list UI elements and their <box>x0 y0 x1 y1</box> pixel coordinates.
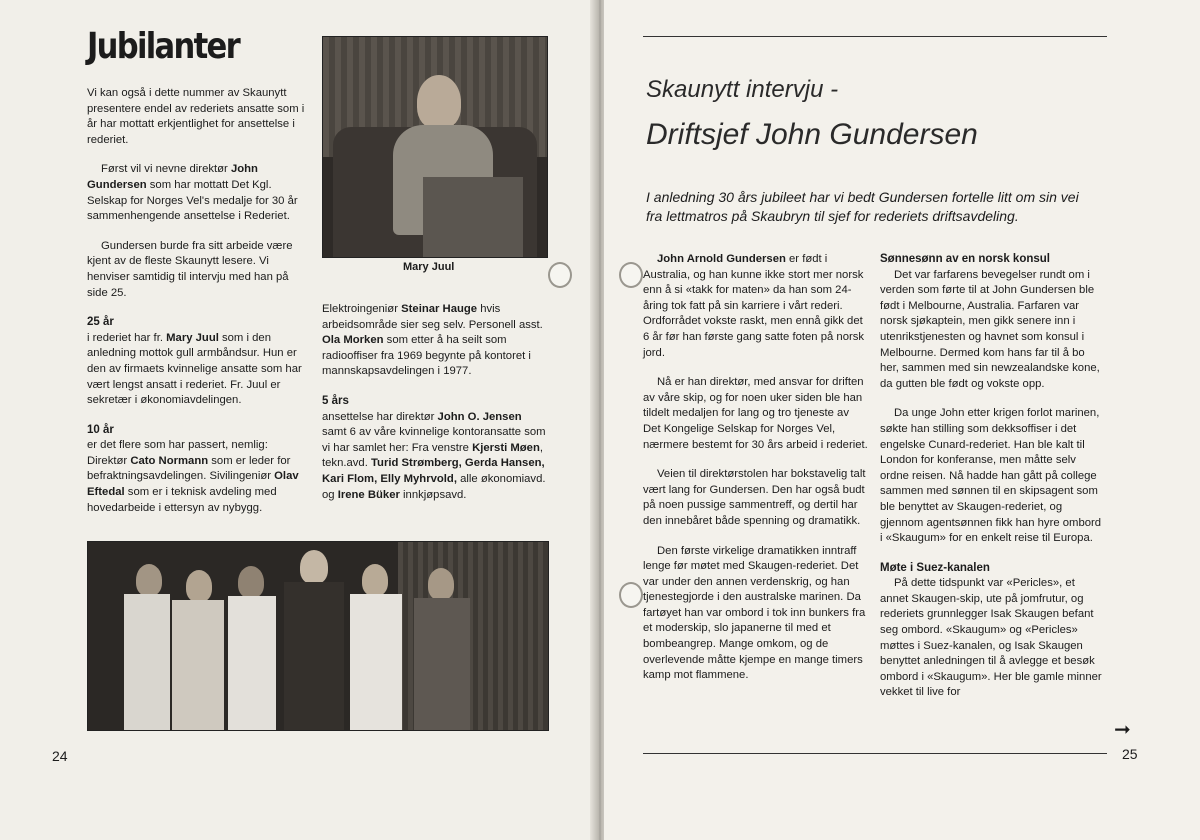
article-paragraph: Den første virkelige dramatikken inntraff lenge før møtet med Skaugen-rederiet. Det var under den annen verdenskrig, og han tjenestegjorde i den australske marinen. Da fartøyet han var ombord i tok inn bunkers fra et moderskip, slo japanerne til med et bombeangrep. Mange omkom, og de overlevende måtte kjempe en mange timers kamp mot flammene. <box>643 544 866 682</box>
photo-figure <box>284 582 344 730</box>
page-number-right: 25 <box>1122 746 1138 762</box>
text-span: Elektroingeniør <box>322 303 402 315</box>
text-span: er født i Australia, og han kunne ikke stort mer norsk enn å si «takk for maten» da han som 24-åring tok fatt på sin karriere i vårt rederi. Ordforrådet vokste raskt, men ennå gikk det 6 år før han første gang satte foten på norsk jord. <box>643 253 865 359</box>
interview-kicker: Skaunytt intervju - <box>646 76 839 103</box>
section-10-paragraph <box>87 438 307 516</box>
text-span: som er leder for befraktningsavdelingen. Sivilingeniør <box>87 454 291 483</box>
article-paragraph: På dette tidspunkt var «Pericles», et annet Skaugen-skip, ute på jomfrutur, og rederiets grunnlegger Isak Skaugen befant seg ombord. «Skaugum» og «Pericles» møttes i Suez-kanalen, og Isak Skaugen benyttet anledningen til å avlegge et besøk ombord i «Skaugum». Her ble gamle minner vekket til live for <box>880 577 1102 699</box>
text-span: alle økonomiavd. og <box>322 472 546 501</box>
text-span: samt 6 av våre kvinnelige kontoransatte som vi har samlet her: Fra venstre <box>322 426 546 454</box>
text-span: i rederiet har fr. <box>87 331 167 344</box>
photo-head <box>186 570 212 602</box>
subheading-suez: Møte i Suez-kanalen <box>880 561 990 574</box>
text-span: er det flere som har passert, nemlig: Direktør <box>87 439 268 467</box>
gundersen-paragraph <box>87 162 307 224</box>
left-column-1 <box>87 86 307 530</box>
text-span: ansettelse har direktør <box>322 410 438 423</box>
text-span: hvis arbeidsområde sier seg selv. Personell asst. <box>322 303 543 331</box>
left-column-2 <box>322 302 548 517</box>
mary-juul-photo <box>322 36 548 258</box>
text-span: som er i teknisk avdeling med hovedarbeide i ettersyn av nybygg. <box>87 486 277 514</box>
photo-figure <box>124 594 170 730</box>
article-lead: I anledning 30 års jubileet har vi bedt Gundersen fortelle litt om sin vei fra lettmatros på Skaubryn til sjef for rederiets driftsavdeling. <box>646 189 1079 224</box>
article-paragraph: Da unge John etter krigen forlot marinen, søkte han stilling som dekksoffiser i det engelske Cunard-rederiet. Han ble kalt til London for konferanse, men måtte selv ordne reisen. Nå hadde han gått på college sammen med sønnen til en skipsagent som ble benyttet av Skaugen-rederiet, og gjennom agentsønnen fikk han hyre ombord i «Skaugum» for en enkelt reise til Europa. <box>880 407 1102 545</box>
bottom-rule <box>643 753 1107 754</box>
text-span: som i den anledning mottok gull armbåndsur. Hun er den av firmaets kvinnelige ansatte som har vært lengst ansatt i rederiet. Fr. Juul er sekretær i økonomiavdelingen. <box>87 331 302 407</box>
right-column-2 <box>880 252 1106 715</box>
photo-caption: Mary Juul <box>403 261 455 273</box>
left-page <box>0 0 596 840</box>
section-heading-25: 25 år <box>87 316 114 329</box>
photo-head <box>417 75 461 129</box>
group-photo <box>87 541 549 731</box>
article-paragraph: Det var farfarens bevegelser rundt om i verden som førte til at John Gundersen ble født i Melbourne, Australia. Farfaren var norsk sjøkaptein, men gikk senere inn i utenrikstjenesten og havnet som konsul i Melbourne. Dermed kom hans far til å bo her, sammen med sin newzealandske kone, da gutten ble født og vokste opp. <box>880 268 1100 390</box>
name-steinar-hauge: Steinar Hauge <box>401 303 478 315</box>
intro-paragraph: Vi kan også i dette nummer av Skaunytt presentere endel av rederiets ansatte som i år har mottatt erkjentlighet for ansettelse i rederiet. <box>87 87 305 146</box>
text-span: , tekn.avd. <box>322 441 543 470</box>
name-john-jensen: John O. Jensen <box>437 410 522 423</box>
section-25-paragraph <box>87 331 307 409</box>
article-paragraph: Nå er han direktør, med ansvar for driften av våre skip, og for noen uker siden ble han tildelt medaljen for lang og tro tjeneste av Det Kongelige Selskap for Norges Vel, nærmere bestemt for 30 års arbeid i rederiet. <box>643 376 868 451</box>
photo-figure <box>172 600 224 730</box>
photo-figure <box>350 594 402 730</box>
binder-hole <box>548 262 572 288</box>
photo-figure <box>228 596 276 730</box>
name-kjersti-moen: Kjersti Møen <box>472 441 540 454</box>
right-column-1 <box>643 252 868 698</box>
name-gundersen: John Gundersen <box>87 163 258 191</box>
photo-head <box>362 564 388 596</box>
text-span: Først vil vi nevne direktør <box>101 163 231 176</box>
name-irene-buker: Irene Büker <box>337 488 400 501</box>
section-5-paragraph <box>322 410 548 504</box>
photo-head <box>300 550 328 584</box>
name-olav-eftedal: Olav Eftedal <box>87 470 299 499</box>
reference-paragraph: Gundersen burde fra sitt arbeide være kjent av de fleste Skaunytt lesere. Vi henviser samtidig til intervju med han på side 25. <box>87 239 293 299</box>
text-span: som etter å ha seilt som radiooffiser fra 1969 begynte på kontoret i mannskapsavdelingen i 1977. <box>322 334 531 378</box>
photo-head <box>238 566 264 598</box>
name-mary-juul: Mary Juul <box>166 331 219 344</box>
article-title: Driftsjef John Gundersen <box>646 118 978 151</box>
name-ola-morken: Ola Morken <box>322 334 384 347</box>
continue-arrow-icon: ➞ <box>1114 719 1131 741</box>
photo-head <box>136 564 162 596</box>
section-heading-5: 5 års <box>322 394 349 407</box>
section-heading-10: 10 år <box>87 423 114 436</box>
binder-hole <box>619 582 643 608</box>
text-span: innkjøpsavd. <box>399 488 467 501</box>
binder-hole <box>619 262 643 288</box>
photo-figure <box>414 598 470 730</box>
article-paragraph: Veien til direktørstolen har bokstavelig talt vært lang for Gundersen. Den har også budt på noen pussige sammentreff, og dertil har den innebåret både spenning og dramatikk. <box>643 468 866 527</box>
photo-head <box>428 568 454 600</box>
page-heading: Jubilanter <box>87 26 239 67</box>
article-paragraph <box>643 252 868 361</box>
names-group: Turid Strømberg, Gerda Hansen, Kari Flom, Elly Myhrvold, <box>322 457 545 485</box>
subheading-konsul: Sønnesønn av en norsk konsul <box>880 253 1050 265</box>
text-span: som har mottatt Det Kgl. Selskap for Norges Vel's medalje for 30 år sammenhengende ansettelse i Rederiet. <box>87 178 298 223</box>
photo-desk <box>423 177 523 257</box>
page-number-left: 24 <box>52 748 68 764</box>
top-rule <box>643 36 1107 37</box>
name-john-arnold-gundersen: John Arnold Gundersen <box>657 253 786 265</box>
name-cato-normann: Cato Normann <box>130 454 209 467</box>
hauge-morken-paragraph <box>322 302 548 380</box>
